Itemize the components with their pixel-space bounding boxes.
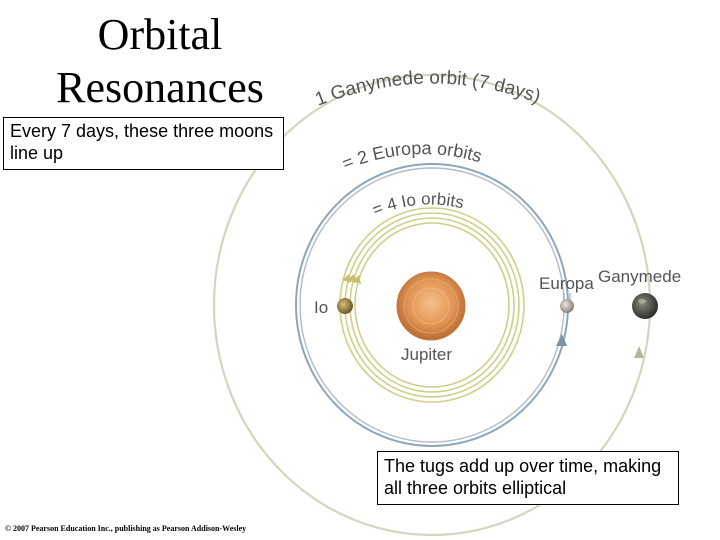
jupiter [397,272,465,340]
title-line-2: Resonances [56,63,264,112]
copyright-notice: © 2007 Pearson Education Inc., publishing as Pearson Addison-Wesley [5,524,247,533]
io-label: Io [314,298,329,317]
europa-label: Europa [539,274,594,293]
callout-alignment: Every 7 days, these three moons line up [3,117,284,170]
io-moon [337,298,353,314]
callout-elliptical: The tugs add up over time, making all three orbits elliptical [377,451,679,505]
ganymede-orbit-label: 1 Ganymede orbit (7 days) [312,67,544,111]
title-line-1: Orbital [97,10,223,59]
ganymede-moon [632,293,658,319]
europa-moon [560,299,574,313]
io-orbit-label: = 4 Io orbits [369,189,466,220]
europa-orbit-label: = 2 Europa orbits [339,137,485,174]
slide-title [40,8,280,114]
ganymede-orbit-arrow [634,346,644,358]
ganymede-label: Ganymede [598,267,682,286]
jupiter-label: Jupiter [401,345,453,364]
